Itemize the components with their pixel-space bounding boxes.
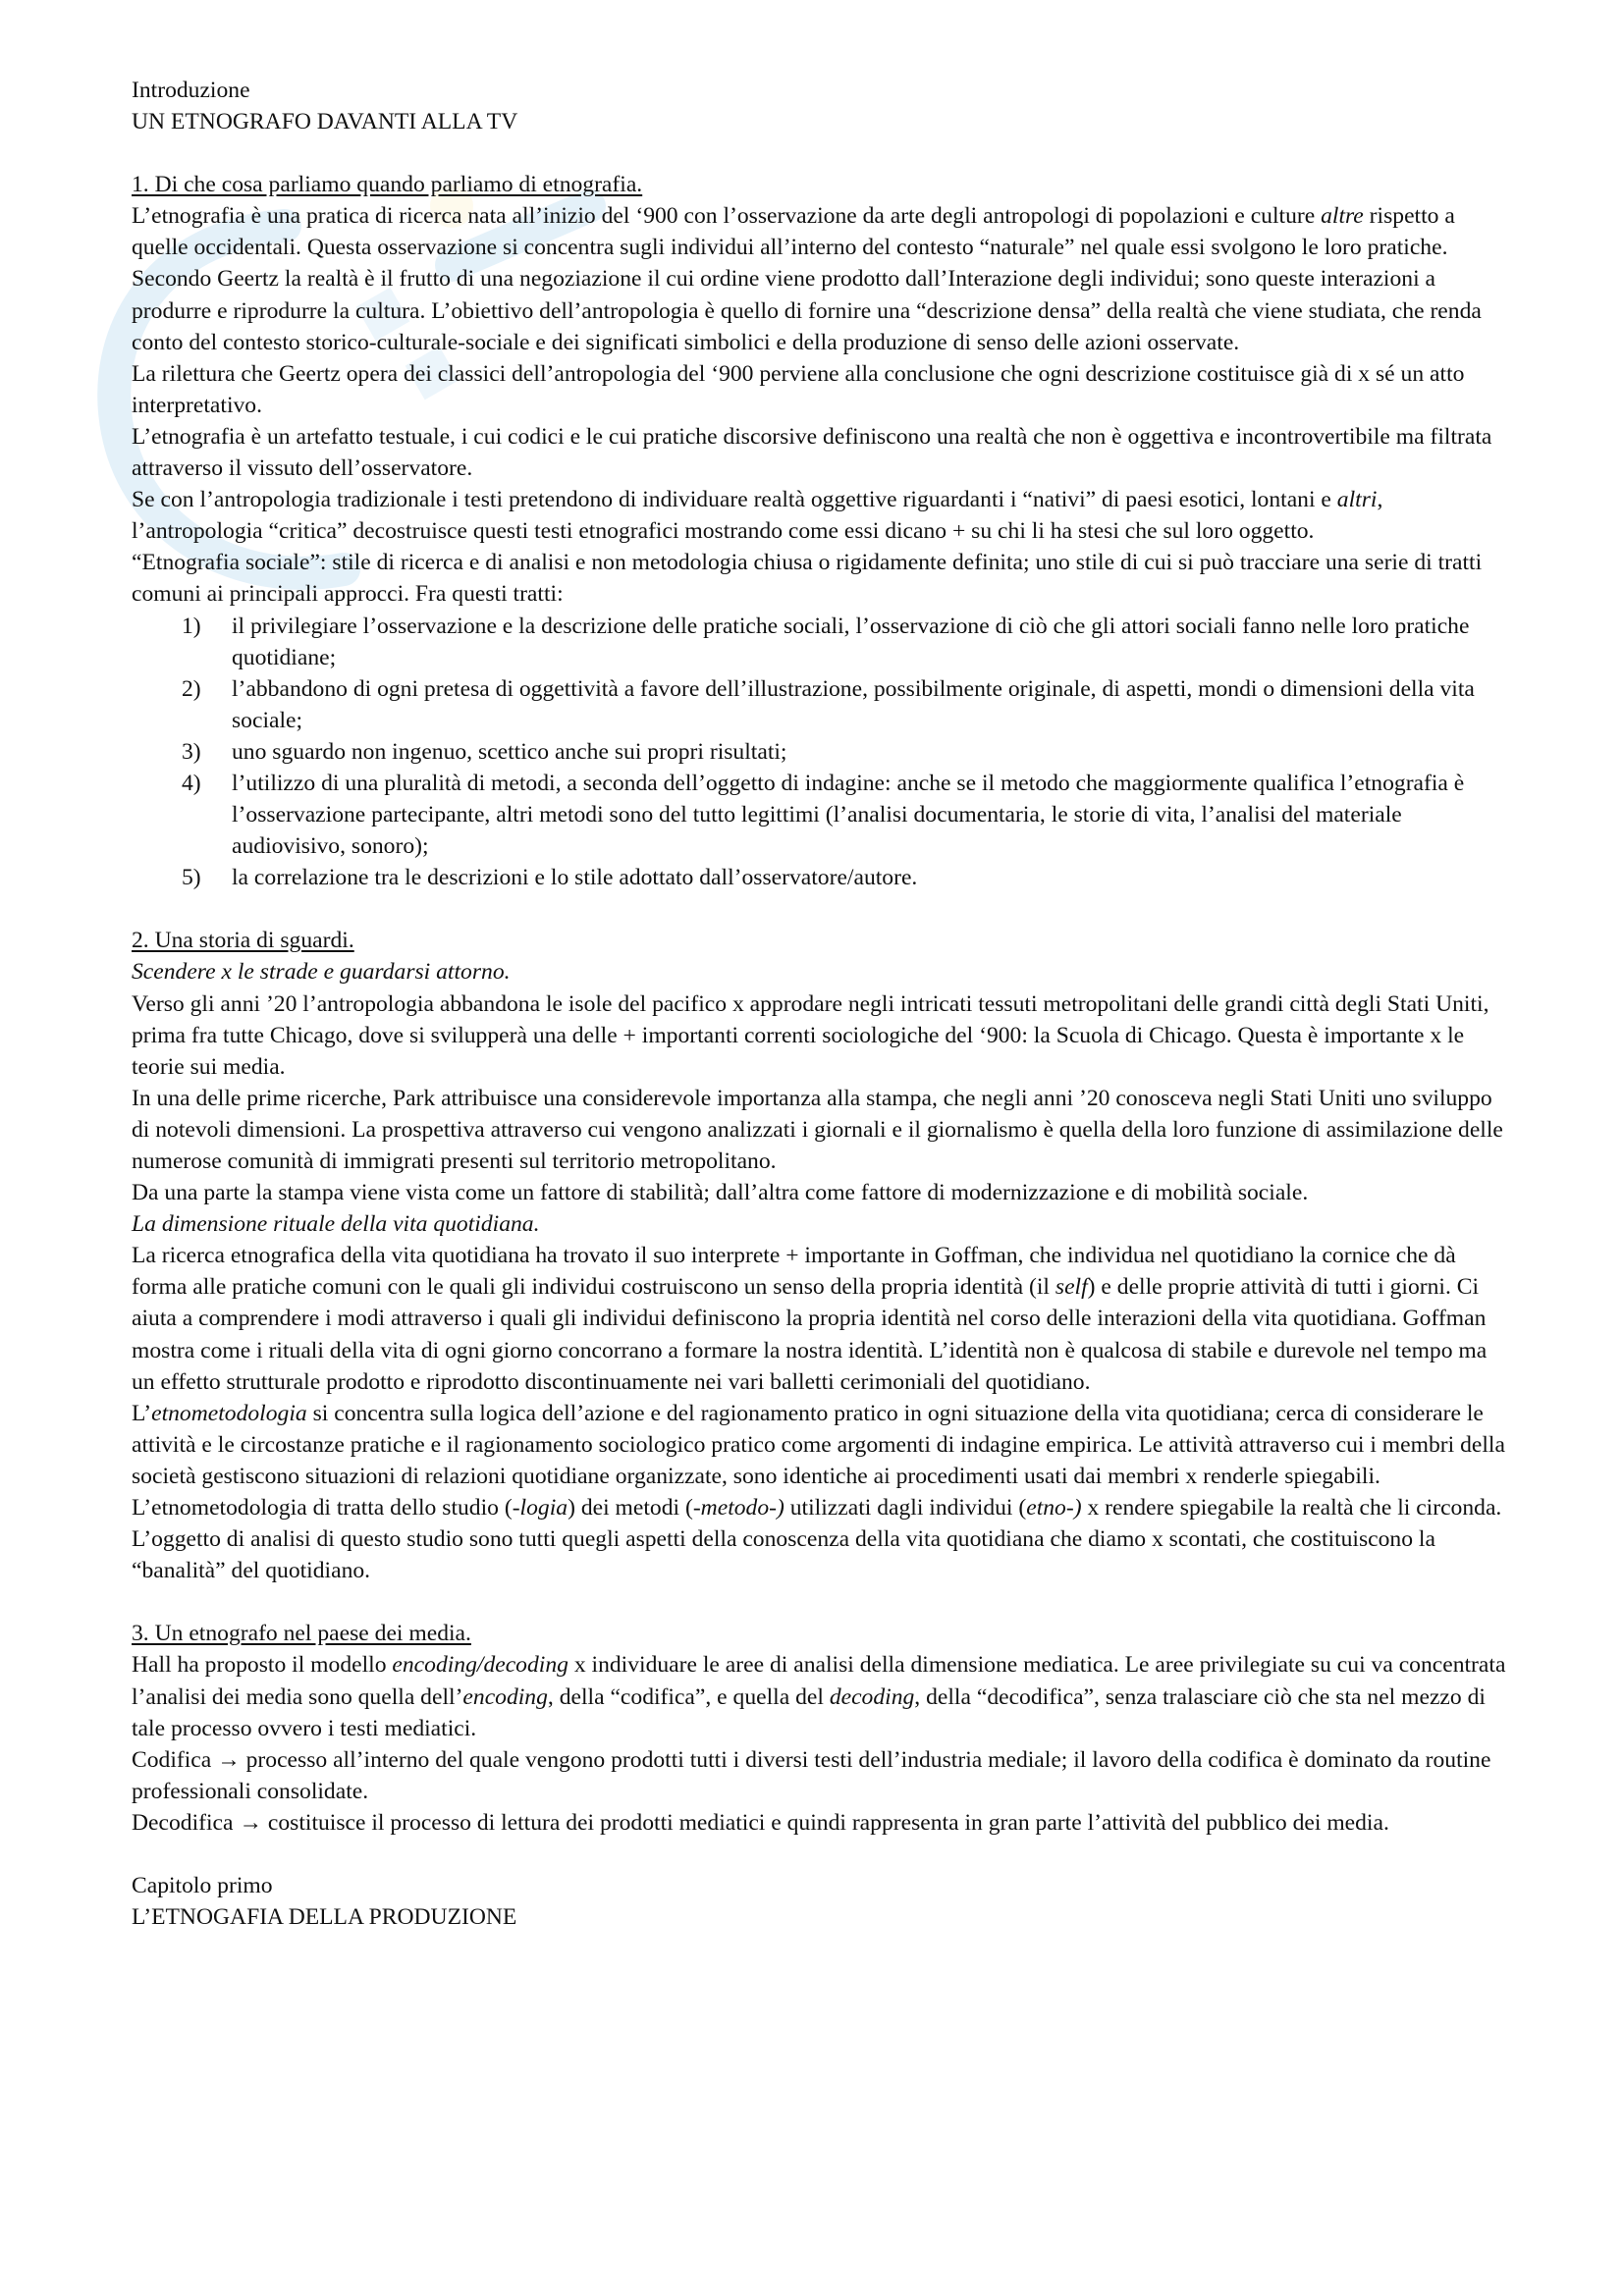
list-item: 3) uno sguardo non ingenuo, scettico anche sui propri risultati; xyxy=(182,738,787,765)
section2-subheading: Scendere x le strade e guardarsi attorno. xyxy=(132,959,511,986)
section1-paragraph: “Etnografia sociale”: stile di ricerca e di analisi e non metodologia chiusa o rigidamente definita; uno stile di cui si può tracciare una serie di tratti comuni ai principali approcci. Fra questi tratti: xyxy=(132,550,1483,608)
section1-heading: 1. Di che cosa parliamo quando parliamo di etnografia. xyxy=(132,172,643,198)
list-item: 1) il privilegiare l’osservazione e la descrizione delle pratiche sociali, l’osservazione di ciò che gli attori sociali fanno nelle loro pratiche quotidiane; xyxy=(182,613,1470,670)
list-item: 5) la correlazione tra le descrizioni e lo stile adottato dall’osservatore/autore. xyxy=(182,865,918,891)
section2-paragraph: L’etnometodologia si concentra sulla logica dell’azione e del ragionamento pratico in ogni situazione della vita quotidiana; cerca di considerare le attività e le circostanze pratiche e il ragionamento sociologico pratico come argomenti di indagine empirica. Le attività attraverso cui i membri della società gestiscono situazioni di relazioni quotidiane organizzate, sono identiche ai procedimenti usati dai membri x renderle spiegabili. xyxy=(132,1400,1505,1489)
intro-title: UN ETNOGRAFO DAVANTI ALLA TV xyxy=(132,109,518,135)
section2-subheading: La dimensione rituale della vita quotidiana. xyxy=(132,1211,540,1238)
chapter-label: Capitolo primo xyxy=(132,1872,273,1898)
section2-paragraph: In una delle prime ricerche, Park attribuisce una considerevole importanza alla stampa, che negli anni ’20 conosceva negli Stati Uniti uno sviluppo di notevoli dimensioni. La prospettiva attraverso cui vengono analizzati i giornali e il giornalismo è quella della loro funzione di assimilazione delle numerose comunità di immigrati presenti sul territorio metropolitano. xyxy=(132,1085,1503,1174)
section1-paragraph: L’etnografia è una pratica di ricerca nata all’inizio del ‘900 con l’osservazione da arte degli antropologi di popolazioni e culture altre rispetto a quelle occidentali. Questa osservazione si concentra sugli individui all’interno del contesto “naturale” nel quale essi svolgono le loro pratiche. xyxy=(132,203,1455,261)
section2-paragraph: L’etnometodologia di tratta dello studio (-logia) dei metodi (-metodo-) utilizzati dagli individui (etno-) x rendere spiegabile la realtà che li circonda. xyxy=(132,1495,1502,1522)
section3-heading: 3. Un etnografo nel paese dei media. xyxy=(132,1621,471,1647)
document-body xyxy=(132,75,1506,1933)
intro-label: Introduzione xyxy=(132,78,250,103)
chapter-title: L’ETNOGAFIA DELLA PRODUZIONE xyxy=(132,1904,517,1931)
section1-paragraph: Se con l’antropologia tradizionale i testi pretendono di individuare realtà oggettive riguardanti i “nativi” di paesi esotici, lontani e altri, l’antropologia “critica” decostruisce questi testi etnografici mostrando come essi dicano + su chi li ha stesi che sul loro oggetto. xyxy=(132,487,1383,545)
section2-heading: 2. Una storia di sguardi. xyxy=(132,928,354,954)
section3-paragraph: Decodifica → costituisce il processo di lettura dei prodotti mediatici e quindi rappresenta in gran parte l’attività del pubblico dei media. xyxy=(132,1809,1389,1836)
traits-list xyxy=(132,611,1506,894)
list-item: 4) l’utilizzo di una pluralità di metodi, a seconda dell’oggetto di indagine: anche se il metodo che maggiormente qualifica l’etnografia è l’osservazione partecipante, altri metodi sono del tutto legittimi (l’analisi documentaria, le storie di vita, l’analisi del materiale audiovisivo, sonoro); xyxy=(182,770,1465,860)
section2-paragraph: La ricerca etnografica della vita quotidiana ha trovato il suo interprete + importante in Goffman, che individua nel quotidiano la cornice che dà forma alle pratiche comuni con le quali gli individui costruiscono un senso della propria identità (il self) e delle proprie attività di tutti i giorni. Ci aiuta a comprendere i modi attraverso i quali gli individui definiscono la propria identità nel corso delle interazioni della vita quotidiana. Goffman mostra come i rituali della vita di ogni giorno concorrano a formare la nostra identità. L’identità non è qualcosa di stabile e durevole nel tempo ma un effetto strutturale prodotto e riprodotto discontinuamente nei vari balletti cerimoniali del quotidiano. xyxy=(132,1243,1488,1395)
section1-paragraph: La rilettura che Geertz opera dei classici dell’antropologia del ‘900 perviene alla conclusione che ogni descrizione costituisce già di x sé un atto interpretativo. xyxy=(132,360,1465,418)
section1-paragraph: L’etnografia è un artefatto testuale, i cui codici e le cui pratiche discorsive definiscono una realtà che non è oggettiva e incontrovertibile ma filtrata attraverso il vissuto dell’osservatore. xyxy=(132,423,1492,482)
section1-paragraph: Secondo Geertz la realtà è il frutto di una negoziazione il cui ordine viene prodotto dall’Interazione degli individui; sono queste interazioni a produrre e riprodurre la cultura. L’obiettivo dell’antropologia è quello di fornire una “descrizione densa” della realtà che viene studiata, che renda conto del contesto storico-culturale-sociale e dei significati simbolici e della produzione di senso delle azioni osservate. xyxy=(132,266,1482,355)
section3-paragraph: Hall ha proposto il modello encoding/decoding x individuare le aree di analisi della dimensione mediatica. Le aree privilegiate su cui va concentrata l’analisi dei media sono quella dell’encoding, della “codifica”, e quella del decoding, della “decodifica”, senza tralasciare ciò che sta nel mezzo di tale processo ovvero i testi mediatici. xyxy=(132,1652,1506,1741)
list-item: 2) l’abbandono di ogni pretesa di oggettività a favore dell’illustrazione, possibilmente originale, di aspetti, mondi o dimensioni della vita sociale; xyxy=(182,675,1475,733)
section2-paragraph: L’oggetto di analisi di questo studio sono tutti quegli aspetti della conoscenza della vita quotidiana che diamo x scontati, che costituiscono la “banalità” del quotidiano. xyxy=(132,1526,1435,1584)
section3-paragraph: Codifica → processo all’interno del quale vengono prodotti tutti i diversi testi dell’industria mediale; il lavoro della codifica è dominato da routine professionali consolidate. xyxy=(132,1746,1491,1804)
section2-paragraph: Verso gli anni ’20 l’antropologia abbandona le isole del pacifico x approdare negli intricati tessuti metropolitani delle grandi città degli Stati Uniti, prima fra tutte Chicago, dove si svilupperà una delle + importanti correnti sociologiche del ‘900: la Scuola di Chicago. Questa è importante x le teorie sui media. xyxy=(132,990,1489,1080)
section2-paragraph: Da una parte la stampa viene vista come un fattore di stabilità; dall’altra come fattore di modernizzazione e di mobilità sociale. xyxy=(132,1180,1309,1206)
